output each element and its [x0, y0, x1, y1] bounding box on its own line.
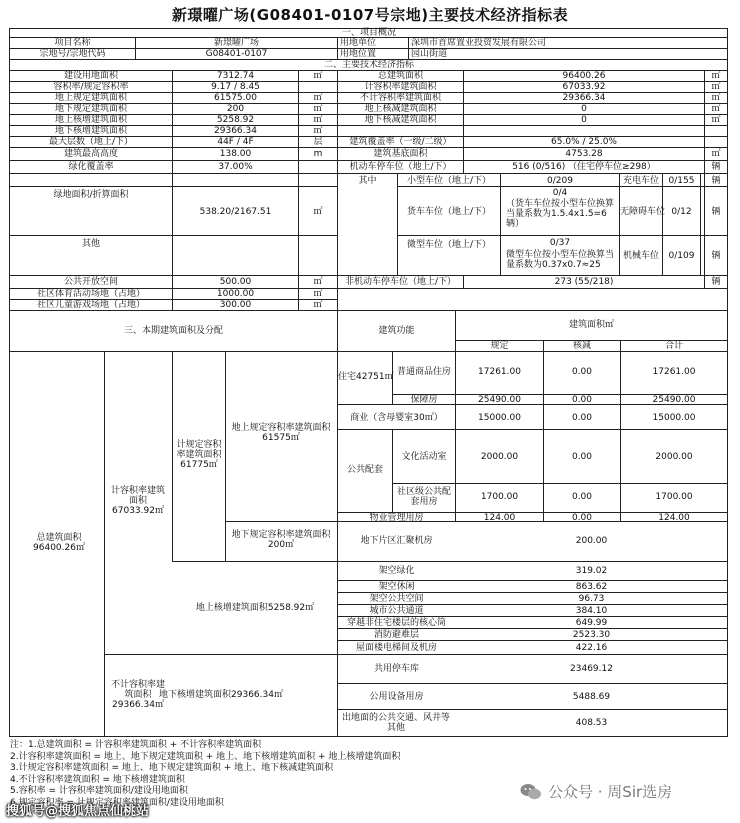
dist-row-hejian: 0.00 — [571, 367, 593, 377]
location-value: 园山街道 — [411, 49, 448, 59]
function-header: 建筑功能 — [378, 326, 415, 336]
charge-parking-value: 0/155 — [668, 176, 695, 186]
right-row-unit: ㎡ — [711, 115, 721, 125]
hezeng-row-name: 消防避难层 — [373, 630, 419, 640]
dist-row-guiding: 124.00 — [483, 513, 516, 523]
hezeng-row-name: 架空公共空间 — [369, 594, 424, 604]
right-row-label: 建筑覆盖率（一级/二级） — [349, 137, 452, 147]
left-row-label: 地下核增建筑面积 — [54, 126, 127, 136]
notes-block — [10, 740, 530, 809]
right-row-value: 29366.34 — [562, 93, 606, 103]
barrier-free-parking-unit: 辆 — [711, 207, 721, 217]
left-row-label: 地上核增建筑面积 — [54, 115, 127, 125]
dist-row-hejian: 0.00 — [571, 492, 593, 502]
hezeng-row-value: 422.16 — [575, 643, 608, 653]
bujirong-area-cell: 不计容积率建筑面积29366.34㎡ — [110, 680, 165, 710]
left-row-unit: ㎡ — [313, 104, 323, 114]
right-row-label: 机动车停车位（地上/下） — [349, 162, 452, 172]
non-motor-parking-label: 非机动车停车位（地上/下） — [344, 277, 457, 287]
dist-row-name: 社区级公共配套用房 — [396, 487, 451, 507]
right-row-label: 地下核减建筑面积 — [364, 115, 437, 125]
dist-row-heji: 17261.00 — [652, 367, 696, 377]
left-row-unit: m — [313, 149, 323, 159]
right-row-unit: ㎡ — [711, 71, 721, 81]
dist-row-name: 文化活动室 — [401, 452, 447, 462]
hezeng-row-value: 649.99 — [575, 618, 608, 628]
left-row-label: 公共开放空间 — [63, 277, 118, 287]
right-row-value: 67033.92 — [562, 82, 606, 92]
truck-parking-value: 0/4 — [552, 188, 568, 198]
hezeng-row-name: 城市公共通道 — [369, 606, 424, 616]
residential-group-label: 住宅42751㎡ — [338, 372, 394, 382]
right-row-label: 地上核减建筑面积 — [364, 104, 437, 114]
dixia-guiding-cell: 地下规定容积率建筑面积200㎡ — [231, 530, 331, 550]
left-row-label: 社区儿童游戏场地（占地） — [36, 300, 145, 310]
left-row-unit: ㎡ — [313, 300, 323, 310]
right-row-value: 65.0% / 25.0% — [551, 137, 617, 147]
left-row-label: 绿地面积/折算面积 — [53, 190, 129, 200]
left-row-label: 建筑最高高度 — [63, 149, 118, 159]
note-line: 注：1.总建筑面积 = 计容积率建筑面积 + 不计容积率建筑面积 — [10, 740, 262, 750]
truck-parking-label: 货车车位（地上/下） — [406, 207, 492, 217]
note-line: 2.计容积率建筑面积 = 地上、地下规定建筑面积 + 地上、地下核增建筑面积 + 地上核增建筑面积 — [10, 751, 401, 762]
small-parking-label: 小型车位（地上/下） — [406, 176, 492, 186]
truck-parking-note: （货车车位按小型车位换算当量系数为1.5.4x1.5=6辆） — [506, 199, 615, 229]
underground-room-label: 地下片区汇聚机房 — [360, 536, 433, 546]
dishang-guiding-cell: 地上规定容积率建筑面积61575㎡ — [231, 423, 331, 443]
project-name-label: 项目名称 — [54, 38, 91, 48]
right-row-unit: ㎡ — [711, 104, 721, 114]
location-label: 用地位置 — [340, 49, 377, 59]
hezeng-row-value: 96.73 — [578, 594, 605, 604]
parcel-code-value: G08401-0107 — [205, 49, 268, 59]
left-row-value: 29366.34 — [214, 126, 257, 136]
dixia-hezeng-cell: 地下核增建筑面积29366.34㎡ — [159, 690, 283, 700]
dist-row-heji: 15000.00 — [652, 413, 696, 423]
hezeng-row-name: 穿越非住宅楼层的核心筒 — [346, 618, 446, 628]
left-row-value: 1000.00 — [216, 289, 255, 299]
hezeng-row-value: 384.10 — [575, 606, 608, 616]
left-row-unit: ㎡ — [313, 207, 323, 217]
dist-row-heji: 1700.00 — [655, 492, 693, 502]
right-row-value: 0 — [581, 104, 587, 114]
right-row-label: 不计容积率建筑面积 — [359, 93, 441, 103]
hezeng-row-name: 架空绿化 — [378, 566, 415, 576]
left-row-label: 最大层数（地上/下） — [48, 137, 134, 147]
dixia-row-value: 5488.69 — [572, 692, 611, 702]
left-row-value: 300.00 — [219, 300, 252, 310]
underground-room-value: 200.00 — [575, 536, 608, 546]
owner-value: 深圳市首席置业投资发展有限公司 — [411, 38, 547, 48]
dist-row-heji: 25490.00 — [652, 395, 696, 405]
micro-parking-note: 微型车位按小型车位换算当量系数为0.37x0.7≈25 — [506, 250, 615, 270]
left-row-label: 其他 — [81, 239, 100, 249]
dist-row-heji: 124.00 — [658, 513, 690, 523]
left-row-value: 44F / 4F — [217, 137, 254, 147]
left-row-label: 社区体育活动场地（占地） — [36, 289, 145, 299]
parking-qizhong-label: 其中 — [358, 176, 377, 186]
area-header: 建筑面积㎡ — [568, 320, 614, 330]
dist-row-hejian: 0.00 — [571, 513, 593, 523]
right-row-unit: ㎡ — [711, 149, 721, 159]
note-line: 4.不计容积率建筑面积 = 地下核增建筑面积 — [10, 774, 185, 785]
small-parking-value: 0/209 — [547, 176, 573, 186]
left-row-value: 538.20/2167.51 — [199, 207, 272, 217]
dixia-row-name: 出地面的公共交通、风井等其他 — [341, 713, 450, 733]
right-row-label: 总建筑面积 — [377, 71, 423, 81]
page-title: 新璟曜广场(G08401-0107号宗地)主要技术经济指标表 — [171, 6, 569, 24]
barrier-free-parking-value: 0/12 — [671, 207, 692, 217]
dixia-row-value: 23469.12 — [570, 664, 613, 674]
right-row-value: 516 (0/516) （住宅停车位≥298） — [512, 162, 656, 172]
wechat-watermark — [520, 781, 672, 802]
dishang-hezeng-cell: 地上核增建筑面积5258.92㎡ — [195, 603, 315, 613]
dist-row-guiding: 2000.00 — [480, 452, 519, 462]
mechanical-parking-unit: 辆 — [711, 251, 721, 261]
left-row-value: 61575.00 — [214, 93, 257, 103]
public-facility-group-label: 公共配套 — [346, 465, 383, 475]
left-row-unit: ㎡ — [313, 277, 323, 287]
dist-row-name: 保障房 — [410, 395, 438, 405]
right-row-unit: ㎡ — [711, 93, 721, 103]
left-row-value: 7312.74 — [216, 71, 255, 81]
col-guiding: 规定 — [490, 341, 509, 351]
dist-row-guiding: 15000.00 — [478, 413, 521, 423]
charge-parking-unit: 辆 — [711, 176, 721, 186]
left-row-value: 138.00 — [219, 149, 252, 159]
dist-row-name: 商业（含母婴室30㎡） — [350, 413, 443, 423]
left-row-value: 37.00% — [218, 162, 253, 172]
dixia-row-name: 共用停车库 — [373, 664, 419, 674]
dist-row-guiding: 1700.00 — [480, 492, 519, 502]
hezeng-row-name: 屋面楼电梯间及机房 — [355, 643, 437, 653]
sohu-watermark: 搜狐号@搜狐焦点仙桃站 — [6, 804, 150, 819]
dist-row-guiding: 17261.00 — [478, 367, 521, 377]
left-row-value: 500.00 — [219, 277, 252, 287]
dist-row-guiding: 25490.00 — [478, 395, 521, 405]
section-area-distribution: 三、本期建筑面积及分配 — [123, 326, 223, 336]
right-row-value: 96400.26 — [562, 71, 606, 81]
total-area-cell: 总建筑面积96400.26㎡ — [33, 533, 85, 553]
left-row-unit: ㎡ — [313, 93, 323, 103]
dist-row-hejian: 0.00 — [571, 452, 593, 462]
section-main-indicators: 二、主要技术经济指标 — [323, 60, 414, 70]
parcel-code-label: 宗地号/宗地代码 — [39, 49, 106, 59]
non-motor-parking-unit: 辆 — [711, 277, 721, 287]
left-row-label: 建设用地面积 — [63, 71, 118, 81]
mechanical-parking-value: 0/109 — [668, 251, 695, 261]
dist-row-hejian: 0.00 — [571, 395, 593, 405]
left-row-value: 200 — [226, 104, 245, 114]
left-row-unit: ㎡ — [313, 289, 323, 299]
mechanical-parking-label: 机械车位 — [622, 251, 659, 261]
col-heji: 合计 — [664, 341, 683, 351]
left-row-label: 地上规定建筑面积 — [54, 93, 127, 103]
right-row-label: 建筑基底面积 — [373, 149, 428, 159]
right-row-unit: 辆 — [711, 162, 721, 172]
dixia-row-value: 408.53 — [575, 718, 608, 728]
non-motor-parking-value: 273 (55/218) — [554, 277, 614, 287]
right-row-value: 4753.28 — [565, 149, 603, 159]
micro-parking-value: 0/37 — [549, 238, 571, 248]
note-line: 3.计规定容积率建筑面积 = 地上、地下规定建筑面积 + 地上、地下核减建筑面积 — [10, 763, 334, 773]
left-row-unit: ㎡ — [313, 71, 323, 81]
dist-row-name: 物业管理用房 — [369, 513, 424, 523]
jirong-area-cell: 计容积率建筑面积67033.92㎡ — [110, 486, 165, 516]
left-row-label: 容积率/规定容积率 — [53, 82, 129, 92]
note-line: 6.规定容积率 = 计规定容积率建筑面积/建设用地面积 — [10, 797, 224, 808]
hezeng-row-value: 319.02 — [575, 566, 608, 576]
wechat-icon — [520, 783, 542, 801]
note-line: 5.容积率 = 计容积率建筑面积/建设用地面积 — [10, 786, 188, 796]
project-name-value: 新璟曜广场 — [213, 38, 259, 48]
dixia-row-name: 公用设备用房 — [369, 692, 424, 702]
left-row-label: 绿化覆盖率 — [68, 162, 114, 172]
col-hejian: 核减 — [572, 341, 591, 351]
hezeng-row-value: 863.62 — [575, 582, 608, 592]
left-row-value: 9.17 / 8.45 — [211, 82, 260, 92]
wechat-account-label: 公众号 · 周Sir选房 — [548, 783, 673, 801]
left-row-label: 地下规定建筑面积 — [54, 104, 127, 114]
left-row-unit: ㎡ — [313, 115, 323, 125]
dist-row-name: 普通商品住房 — [396, 367, 451, 377]
dist-row-hejian: 0.00 — [571, 413, 593, 423]
right-row-unit: ㎡ — [711, 82, 721, 92]
hezeng-row-value: 2523.30 — [572, 630, 611, 640]
charge-parking-label: 充电车位 — [622, 176, 659, 186]
barrier-free-parking-label: 无障碍车位 — [620, 207, 666, 217]
left-row-unit: 层 — [313, 137, 323, 147]
right-row-label: 计容积率建筑面积 — [364, 82, 437, 92]
left-row-unit: ㎡ — [313, 126, 323, 136]
right-row-value: 0 — [581, 115, 587, 125]
owner-label: 用地单位 — [340, 38, 377, 48]
hezeng-row-name: 架空休闲 — [378, 582, 415, 592]
micro-parking-label: 微型车位（地上/下） — [406, 240, 492, 250]
section-project-overview: 一、项目概况 — [341, 28, 396, 38]
guiding-jirong-cell: 计规定容积率建筑面积61775㎡ — [176, 440, 222, 470]
dist-row-heji: 2000.00 — [655, 452, 693, 462]
left-row-value: 5258.92 — [216, 115, 255, 125]
